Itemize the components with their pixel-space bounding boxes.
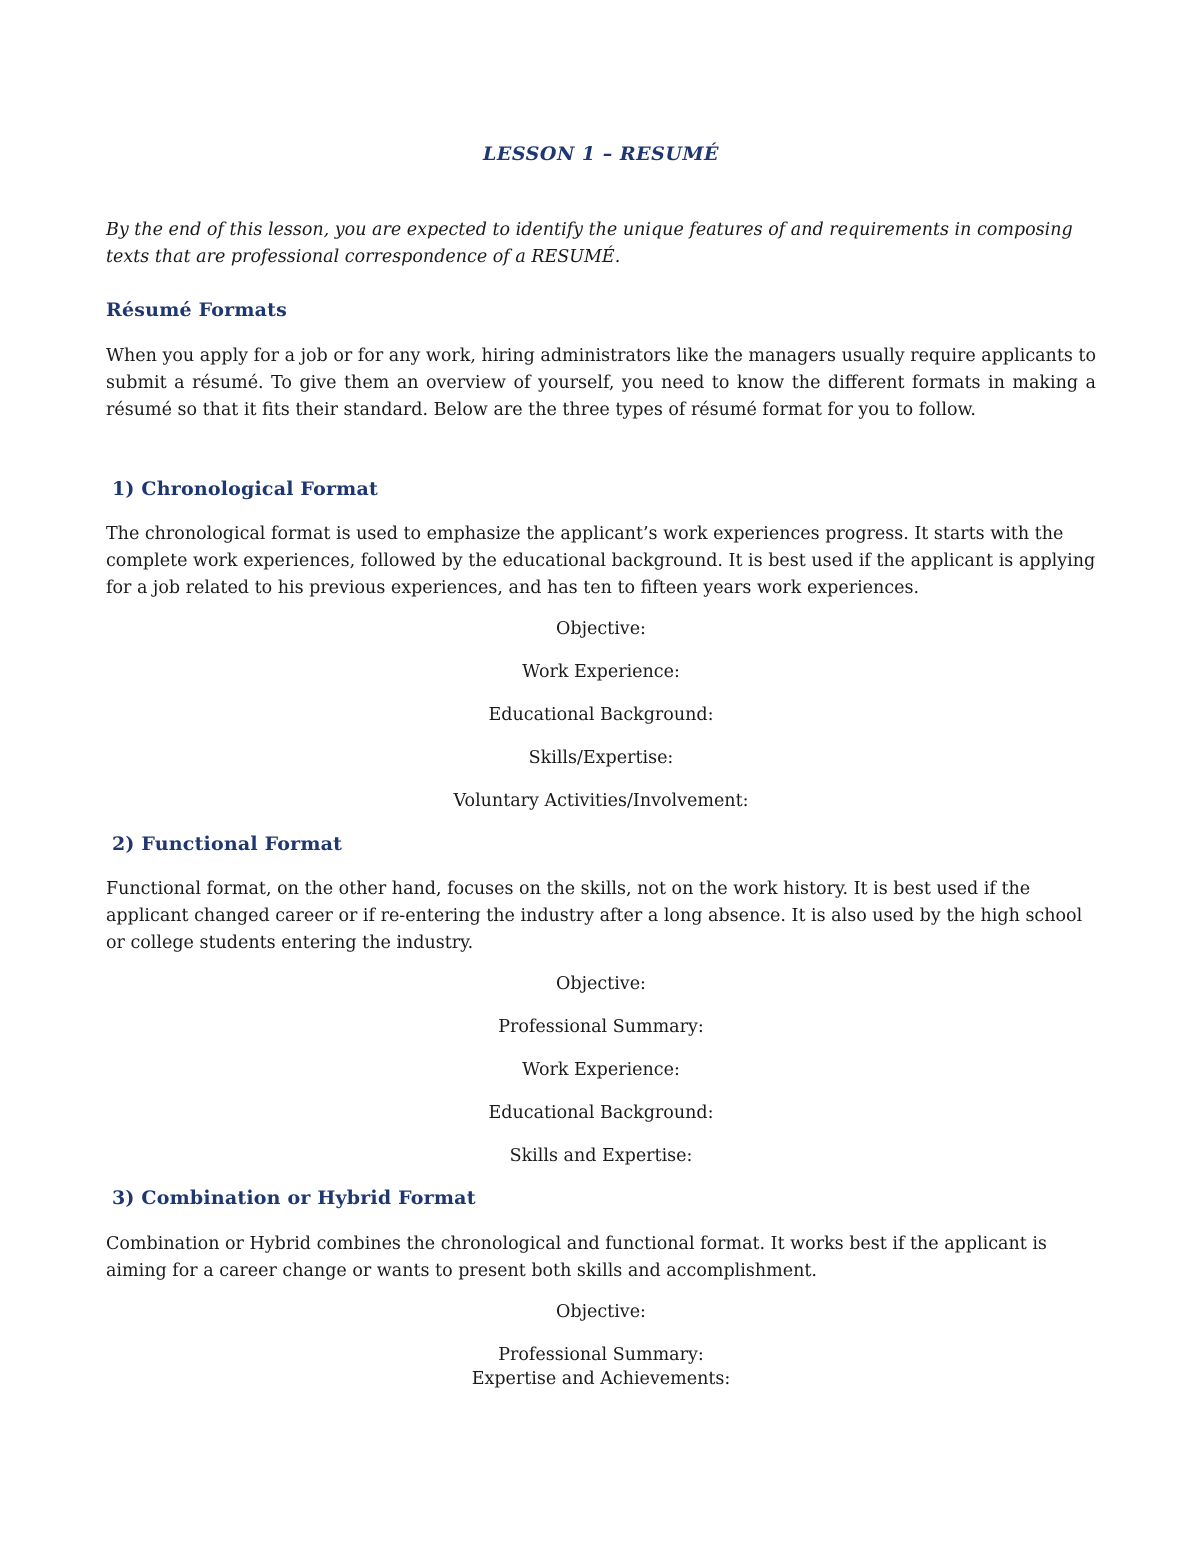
chronological-item: Work Experience: [522,662,680,682]
functional-heading: 2) Functional Format [112,833,343,855]
combination-paragraph: Combination or Hybrid combines the chronological and functional format. It works best if the applicant is aiming for a career change or wants to present both skills and accomplishment. [106,1234,1047,1281]
lesson-objective: By the end of this lesson, you are expected to identify the unique features of and requirements in composing texts that are professional correspondence of a RESUMÉ. [106,220,1073,267]
chronological-heading: 1) Chronological Format [112,478,378,500]
combination-heading: 3) Combination or Hybrid Format [112,1187,476,1209]
functional-item: Work Experience: [522,1060,680,1080]
functional-item: Professional Summary: [498,1017,704,1037]
combination-item: Professional Summary: [498,1345,704,1365]
functional-item: Skills and Expertise: [509,1146,693,1166]
chronological-item: Objective: [556,619,646,639]
combination-item: Objective: [556,1302,646,1322]
functional-item: Educational Background: [488,1103,714,1123]
lesson-title: LESSON 1 – RESUMÉ [483,143,719,165]
chronological-item: Skills/Expertise: [528,748,674,768]
formats-heading: Résumé Formats [106,299,288,321]
functional-paragraph: Functional format, on the other hand, focuses on the skills, not on the work history. It is best used if the applicant changed career or if re-entering the industry after a long absence. It is also used by the high school or college students entering the industry. [106,879,1083,953]
chronological-item: Educational Background: [488,705,714,725]
combination-item: Expertise and Achievements: [471,1369,731,1389]
functional-item: Objective: [556,974,646,994]
chronological-item: Voluntary Activities/Involvement: [453,791,749,811]
chronological-paragraph: The chronological format is used to emphasize the applicant’s work experiences progress. It starts with the complete work experiences, followed by the educational background. It is best used if the applicant is applying for a job related to his previous experiences, and has ten to fifteen years work experiences. [106,524,1096,598]
formats-paragraph: When you apply for a job or for any work, hiring administrators like the managers usually require applicants to submit a résumé. To give them an overview of yourself, you need to know the different formats in making a résumé so that it fits their standard. Below are the three types of résumé format for you to follow. [106,346,1096,420]
